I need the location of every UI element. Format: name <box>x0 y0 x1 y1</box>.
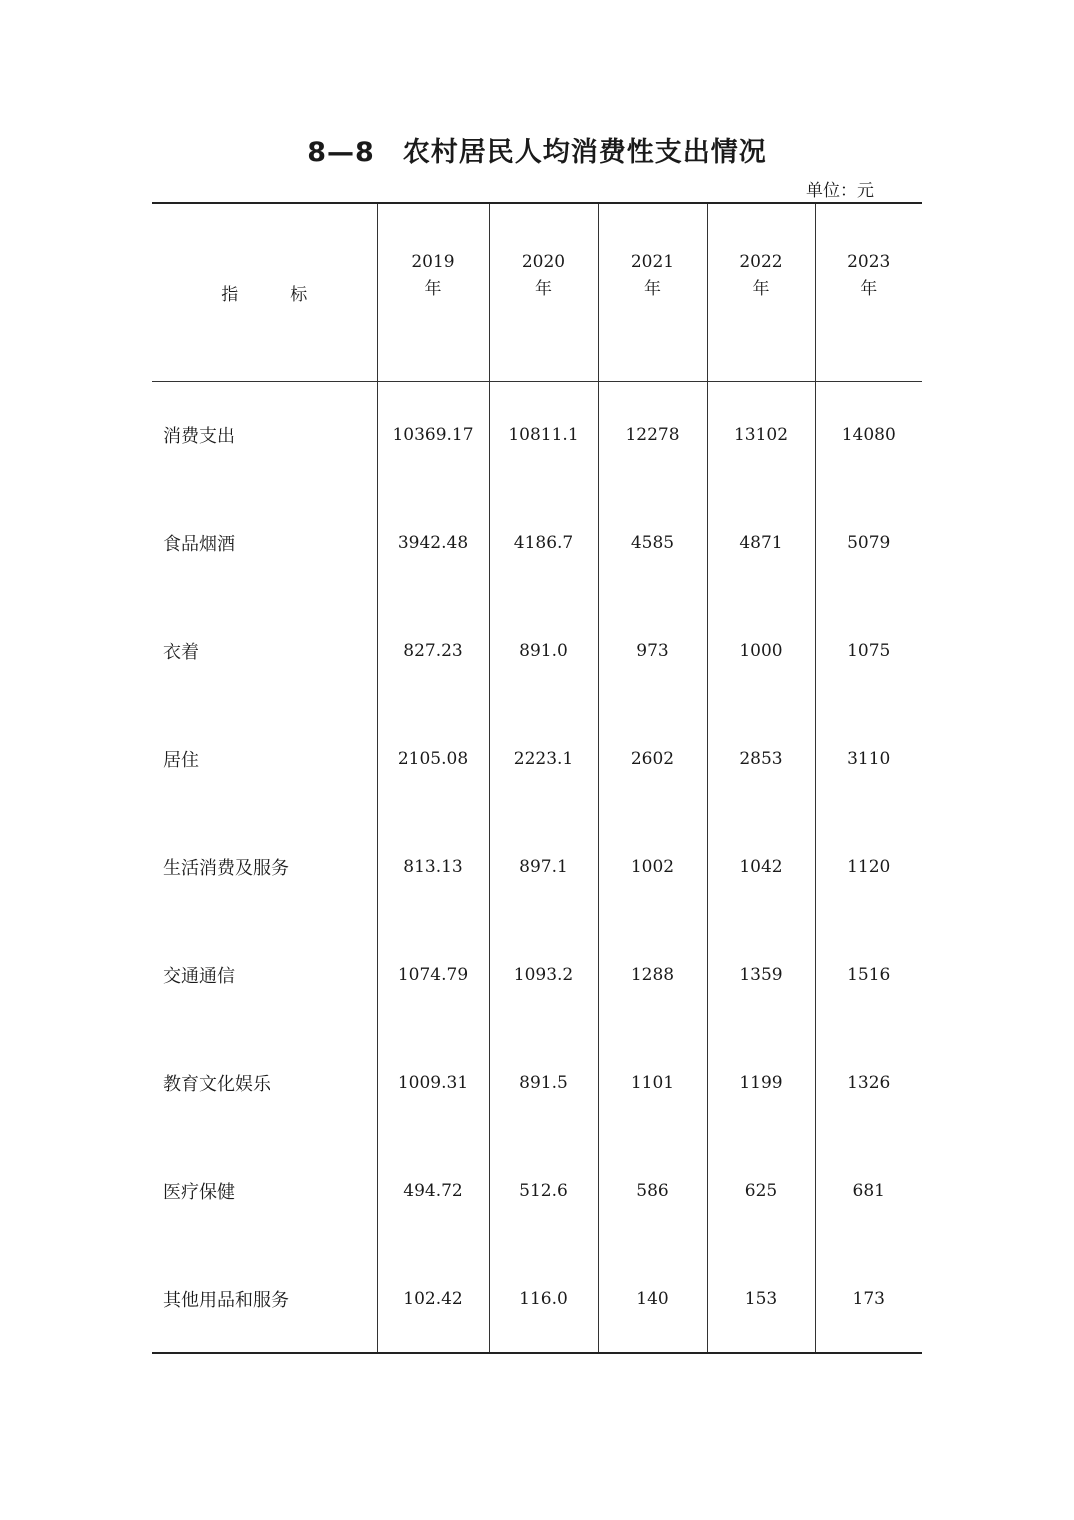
cell-value: 813.13 <box>377 813 489 921</box>
cell-value: 681 <box>815 1137 922 1245</box>
year-suffix: 年 <box>644 279 661 300</box>
year-number: 2023 <box>847 252 891 273</box>
cell-value: 827.23 <box>377 597 489 705</box>
cell-value: 1075 <box>815 597 922 705</box>
indicator-header-part1: 指 <box>221 284 239 305</box>
year-header-2023 <box>815 203 922 381</box>
row-label: 医疗保健 <box>163 1182 235 1203</box>
cell-value: 14080 <box>815 381 922 489</box>
year-header-2020 <box>489 203 598 381</box>
year-number: 2022 <box>739 252 783 273</box>
cell-value: 3110 <box>815 705 922 813</box>
year-header-2021 <box>598 203 707 381</box>
row-label: 居住 <box>163 750 199 771</box>
row-label: 生活消费及服务 <box>163 858 289 879</box>
cell-value: 586 <box>598 1137 707 1245</box>
unit-label: 单位：元 <box>806 181 874 201</box>
table-row <box>152 597 922 705</box>
cell-value: 13102 <box>707 381 815 489</box>
cell-value: 2105.08 <box>377 705 489 813</box>
cell-value: 4186.7 <box>489 489 598 597</box>
cell-value: 153 <box>707 1245 815 1353</box>
cell-value: 2223.1 <box>489 705 598 813</box>
cell-value: 897.1 <box>489 813 598 921</box>
header-row <box>152 203 922 381</box>
cell-value: 10811.1 <box>489 381 598 489</box>
year-header-2019 <box>377 203 489 381</box>
table-row <box>152 489 922 597</box>
indicator-header-part2: 标 <box>290 284 308 305</box>
row-label: 教育文化娱乐 <box>163 1074 271 1095</box>
cell-value: 4585 <box>598 489 707 597</box>
cell-value: 494.72 <box>377 1137 489 1245</box>
cell-value: 1101 <box>598 1029 707 1137</box>
table-row <box>152 1029 922 1137</box>
indicator-header <box>152 203 377 381</box>
cell-value: 3942.48 <box>377 489 489 597</box>
cell-value: 1000 <box>707 597 815 705</box>
cell-value: 102.42 <box>377 1245 489 1353</box>
cell-value: 891.5 <box>489 1029 598 1137</box>
data-table-container <box>152 202 922 1354</box>
cell-value: 1009.31 <box>377 1029 489 1137</box>
page-title: 8—8 农村居民人均消费性支出情况 <box>307 137 767 168</box>
year-header-2022 <box>707 203 815 381</box>
table-header <box>152 203 922 381</box>
cell-value: 1002 <box>598 813 707 921</box>
cell-value: 625 <box>707 1137 815 1245</box>
year-number: 2021 <box>630 252 675 273</box>
year-number: 2019 <box>411 252 455 273</box>
cell-value: 1120 <box>815 813 922 921</box>
table-row <box>152 381 922 489</box>
table-row <box>152 813 922 921</box>
cell-value: 973 <box>598 597 707 705</box>
cell-value: 116.0 <box>489 1245 598 1353</box>
row-label: 衣着 <box>163 642 199 663</box>
year-suffix: 年 <box>752 279 770 300</box>
row-label: 其他用品和服务 <box>152 1245 377 1353</box>
year-number: 2020 <box>521 252 566 273</box>
cell-value: 5079 <box>815 489 922 597</box>
cell-value: 1326 <box>815 1029 922 1137</box>
table-row <box>152 921 922 1029</box>
cell-value: 140 <box>598 1245 707 1353</box>
cell-value: 173 <box>815 1245 922 1353</box>
cell-value: 1042 <box>707 813 815 921</box>
table-row <box>152 1245 922 1353</box>
cell-value: 1288 <box>598 921 707 1029</box>
cell-value: 1199 <box>707 1029 815 1137</box>
row-label: 交通通信 <box>163 966 235 987</box>
cell-value: 512.6 <box>489 1137 598 1245</box>
cell-value: 12278 <box>598 381 707 489</box>
cell-value: 4871 <box>707 489 815 597</box>
table-body <box>152 381 922 1353</box>
row-label: 消费支出 <box>163 426 235 448</box>
cell-value: 1516 <box>815 921 922 1029</box>
year-suffix: 年 <box>860 279 878 300</box>
cell-value: 2602 <box>598 705 707 813</box>
cell-value: 2853 <box>707 705 815 813</box>
year-suffix: 年 <box>535 279 552 300</box>
cell-value: 1359 <box>707 921 815 1029</box>
cell-value: 891.0 <box>489 597 598 705</box>
cell-value: 1074.79 <box>377 921 489 1029</box>
cell-value: 10369.17 <box>377 381 489 489</box>
cell-value: 1093.2 <box>489 921 598 1029</box>
table-row <box>152 705 922 813</box>
consumption-table <box>152 202 922 1354</box>
year-suffix: 年 <box>424 279 442 300</box>
row-label: 食品烟酒 <box>163 534 235 555</box>
table-row <box>152 1137 922 1245</box>
